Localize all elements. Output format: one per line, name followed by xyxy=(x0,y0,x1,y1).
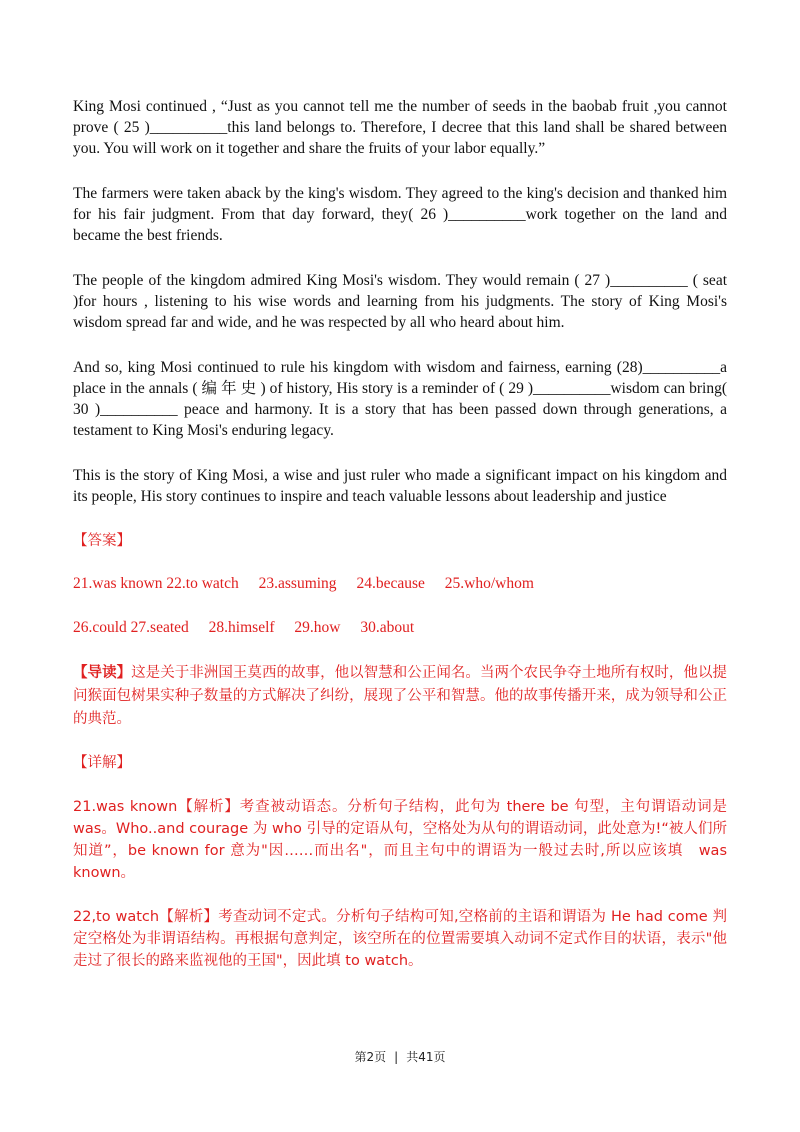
daodu-label: 【导读】 xyxy=(73,665,132,681)
passage-paragraph-4: And so, king Mosi continued to rule his kingdom with wisdom and fairness, earning (28)__________a place in the annals ( 编 年 史 ) of history, His story is a reminder of ( 29 )__________wisdom can bring( 30 )__________ peace and harmony. It is a story that has been passed down through generations, a testament to King Mosi's enduring legacy. xyxy=(73,359,727,439)
answers-line-2 xyxy=(73,618,727,638)
page-content xyxy=(73,96,742,994)
daodu-text: 这是关于非洲国王莫西的故事，他以智慧和公正闻名。当两个农民争夺土地所有权时，他以提问猴面包树果实种子数量的方式解决了纠纷，展现了公平和智慧。他的故事传播开来，成为领导和公正的典范。 xyxy=(73,665,728,727)
answers-line-1 xyxy=(73,574,727,594)
passage-paragraph-5: This is the story of King Mosi, a wise and just ruler who made a significant impact on his kingdom and its people, His story continues to inspire and teach valuable lessons about leadership and justice xyxy=(73,467,727,505)
footer-separator: | xyxy=(394,1050,399,1064)
page-number: 第2页 xyxy=(354,1050,387,1064)
answer-item: 26.could 27.seated xyxy=(73,619,189,636)
daodu-paragraph xyxy=(73,662,727,731)
passage-paragraph-3: The people of the kingdom admired King Mosi's wisdom. They would remain ( 27 )__________ ( seat )for hours , listening to his wise words and learning from his judgments. The story of King Mosi's wisdom spread far and wide, and he was respected by all who heard about him. xyxy=(73,272,727,331)
answer-item: 30.about xyxy=(360,619,415,636)
detail-22: 22,to watch【解析】考查动词不定式。分析句子结构可知,空格前的主语和谓语为 He had come 判定空格处为非谓语结构。再根据句意判定，该空所在的位置需要填入动词不定式作目的状语，表示"他走过了很长的路来监视他的王国"，因此填 to watch。 xyxy=(73,909,727,969)
passage-paragraph-2: The farmers were taken aback by the king's wisdom. They agreed to the king's decision and thanked him for his fair judgment. From that day forward, they( 26 )__________work together on the land and became the best friends. xyxy=(73,185,727,244)
answer-item: 23.assuming xyxy=(258,575,337,592)
answer-item: 21.was known 22.to watch xyxy=(73,575,239,592)
page-total: 共41页 xyxy=(406,1050,446,1064)
answer-item: 25.who/whom xyxy=(444,575,534,592)
passage-paragraph-1: King Mosi continued , “Just as you cannot tell me the number of seeds in the baobab fruit ,you cannot prove ( 25 )__________this land belongs to. Therefore, I decree that this land shall be shared between you. You will work on it together and share the fruits of your labor equally.” xyxy=(73,98,727,157)
page-footer xyxy=(0,1048,800,1065)
answer-item: 29.how xyxy=(294,619,341,636)
answer-item: 24.because xyxy=(356,575,425,592)
detail-heading: 【详解】 xyxy=(73,755,131,771)
answer-heading: 【答案】 xyxy=(73,533,131,549)
detail-21: 21.was known【解析】考查被动语态。分析句子结构，此句为 there be 句型，主句谓语动词是 was。Who..and courage 为 who 引导的定语从句，空格处为从句的谓语动词，此处意为!“被人们所知道”，be known for 意为"因……而出名"，而且主句中的谓语为一般过去时,所以应该填 was known。 xyxy=(73,799,742,881)
answer-item: 28.himself xyxy=(208,619,275,636)
